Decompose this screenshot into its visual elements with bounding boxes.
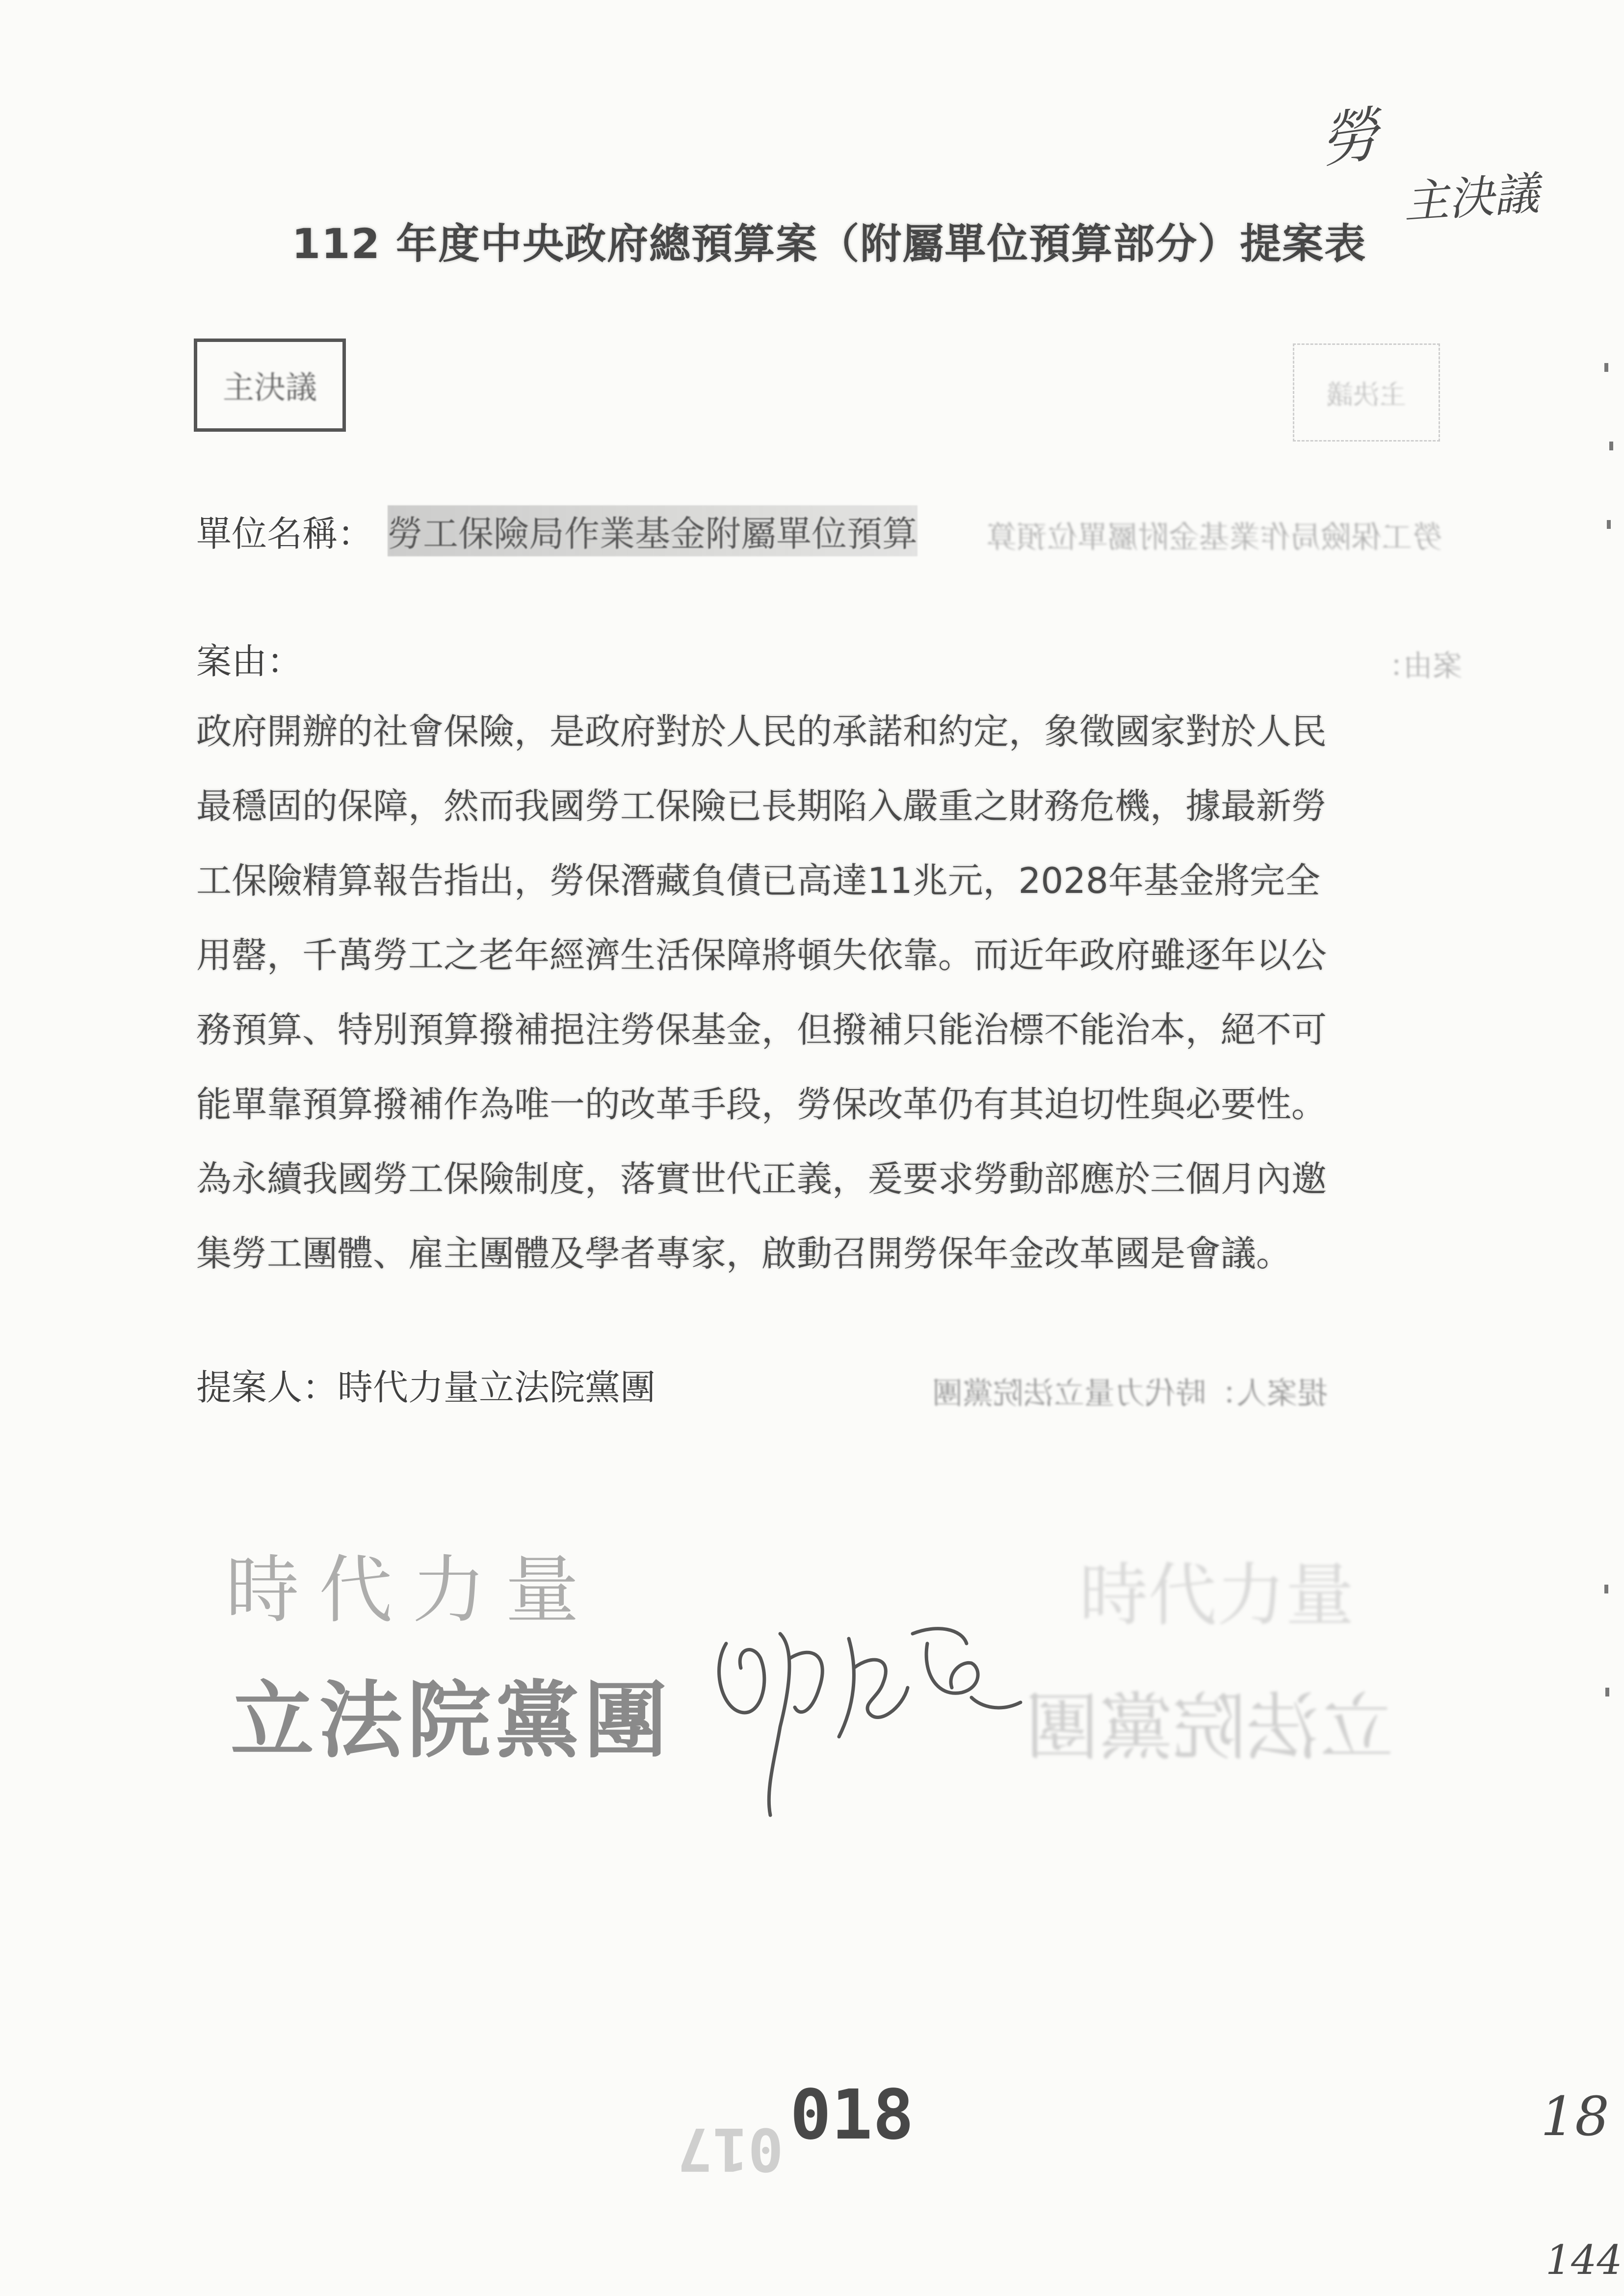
handwritten-mark: 勞 [1316,100,1384,176]
decision-type-label: 主決議 [223,370,317,406]
cause-body [196,694,1438,1291]
scan-mark [1609,442,1613,450]
scan-mark [1604,363,1608,372]
decision-type-box [194,339,346,432]
body-line: 用罄，千萬勞工之老年經濟生活保障將頓失依靠。而近年政府雖逐年以公 [196,935,1327,976]
bleed-through-cause: 案由： [1374,649,1462,683]
handwritten-bottom-number: 144 [1545,2237,1623,2284]
body-line: 最穩固的保障，然而我國勞工保險已長期陷入嚴重之財務危機，據最新勞 [196,785,1327,827]
page-number: 018 [790,2075,914,2155]
bleed-through-label: 主決議 [1327,379,1406,410]
body-line: 政府開辦的社會保險，是政府對於人民的承諾和約定，象徵國家對於人民 [196,711,1327,752]
body-line: 務預算、特別預算撥補挹注勞保基金，但撥補只能治標不能治本，絕不可 [196,1009,1327,1050]
handwritten-note: 主決議 [1402,167,1541,229]
cause-label: 案由： [196,641,303,682]
bleed-through-unit: 勞工保險局作業基金附屬單位預算 [986,519,1443,555]
body-line: 工保險精算報告指出，勞保潛藏負債已高達11兆元，2028年基金將完全 [196,860,1320,901]
body-line: 能單靠預算撥補作為唯一的改革手段，勞保改革仍有其迫切性與必要性。 [196,1084,1327,1125]
handwritten-signature [707,1614,1050,1830]
party-stamp-line2: 立法院黨團 [231,1671,673,1770]
scan-mark [1607,520,1611,529]
bleed-through-page-number: 017 [677,2114,784,2183]
scan-mark [1605,1688,1609,1696]
body-line: 為永續我國勞工保險制度，落實世代正義，爰要求勞動部應於三個月內邀 [196,1158,1327,1200]
page-title: 112 年度中央政府總預算案（附屬單位預算部分）提案表 [291,220,1367,268]
bleed-through-stamp-line1: 時代力量 [1079,1556,1355,1636]
proposer-label: 提案人：時代力量立法院黨團 [196,1367,656,1408]
scan-mark [1604,1585,1608,1593]
body-line: 集勞工團體、雇主團體及學者專家，啟動召開勞保年金改革國是會議。 [196,1233,1292,1274]
party-stamp-line1: 時代力量 [226,1548,599,1633]
bleed-through-stamp-line2: 立法院黨團 [1025,1685,1394,1771]
unit-name-value: 勞工保險局作業基金附屬單位預算 [388,505,917,556]
bleed-through-box [1293,343,1440,442]
unit-name-label: 單位名稱： [196,513,373,554]
handwritten-page-number: 18 [1541,2085,1609,2148]
bleed-through-proposer: 提案人：時代力量立法院黨團 [932,1375,1328,1411]
